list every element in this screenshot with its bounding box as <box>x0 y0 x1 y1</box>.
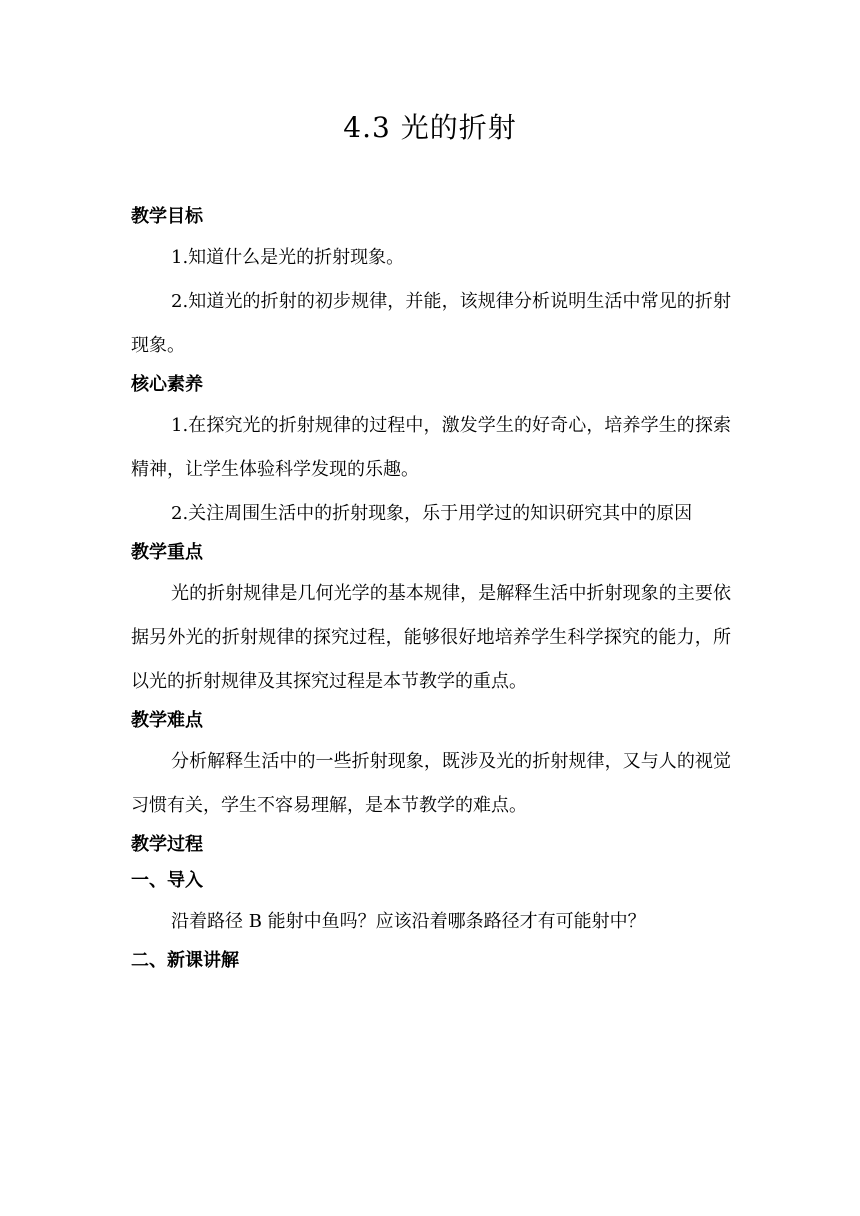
page-title: 4.3 光的折射 <box>343 111 517 144</box>
document-body <box>131 200 731 980</box>
section-heading: 教学重点 <box>131 542 203 563</box>
section-difficulties <box>131 704 731 828</box>
section-heading: 教学难点 <box>131 710 203 731</box>
paragraph: 2.关注周围生活中的折射现象，乐于用学过的知识研究其中的原因 <box>171 503 693 524</box>
section-heading: 核心素养 <box>131 374 203 395</box>
section-core-literacy <box>131 368 731 536</box>
section-introduction <box>131 864 731 944</box>
section-key-points <box>131 536 731 704</box>
section-new-lesson <box>131 944 731 980</box>
paragraph: 2.知道光的折射的初步规律，并能，该规律分析说明生活中常见的折射现象。 <box>131 291 731 356</box>
paragraph: 1.知道什么是光的折射现象。 <box>171 247 405 268</box>
section-teaching-process <box>131 828 731 864</box>
paragraph: 分析解释生活中的一些折射现象，既涉及光的折射规律，又与人的视觉习惯有关，学生不容易理解，是本节教学的难点。 <box>131 751 731 816</box>
paragraph: 1.在探究光的折射规律的过程中，激发学生的好奇心，培养学生的探索精神，让学生体验科学发现的乐趣。 <box>131 415 731 480</box>
section-teaching-goals <box>131 200 731 368</box>
section-heading: 教学过程 <box>131 834 203 855</box>
paragraph: 光的折射规律是几何光学的基本规律，是解释生活中折射现象的主要依据另外光的折射规律的探究过程，能够很好地培养学生科学探究的能力，所以光的折射规律及其探究过程是本节教学的重点。 <box>131 583 731 692</box>
section-heading: 一、导入 <box>131 870 203 891</box>
section-heading: 教学目标 <box>131 206 203 227</box>
section-heading: 二、新课讲解 <box>131 950 239 971</box>
paragraph: 沿着路径 B 能射中鱼吗？应该沿着哪条路径才有可能射中？ <box>171 911 646 932</box>
